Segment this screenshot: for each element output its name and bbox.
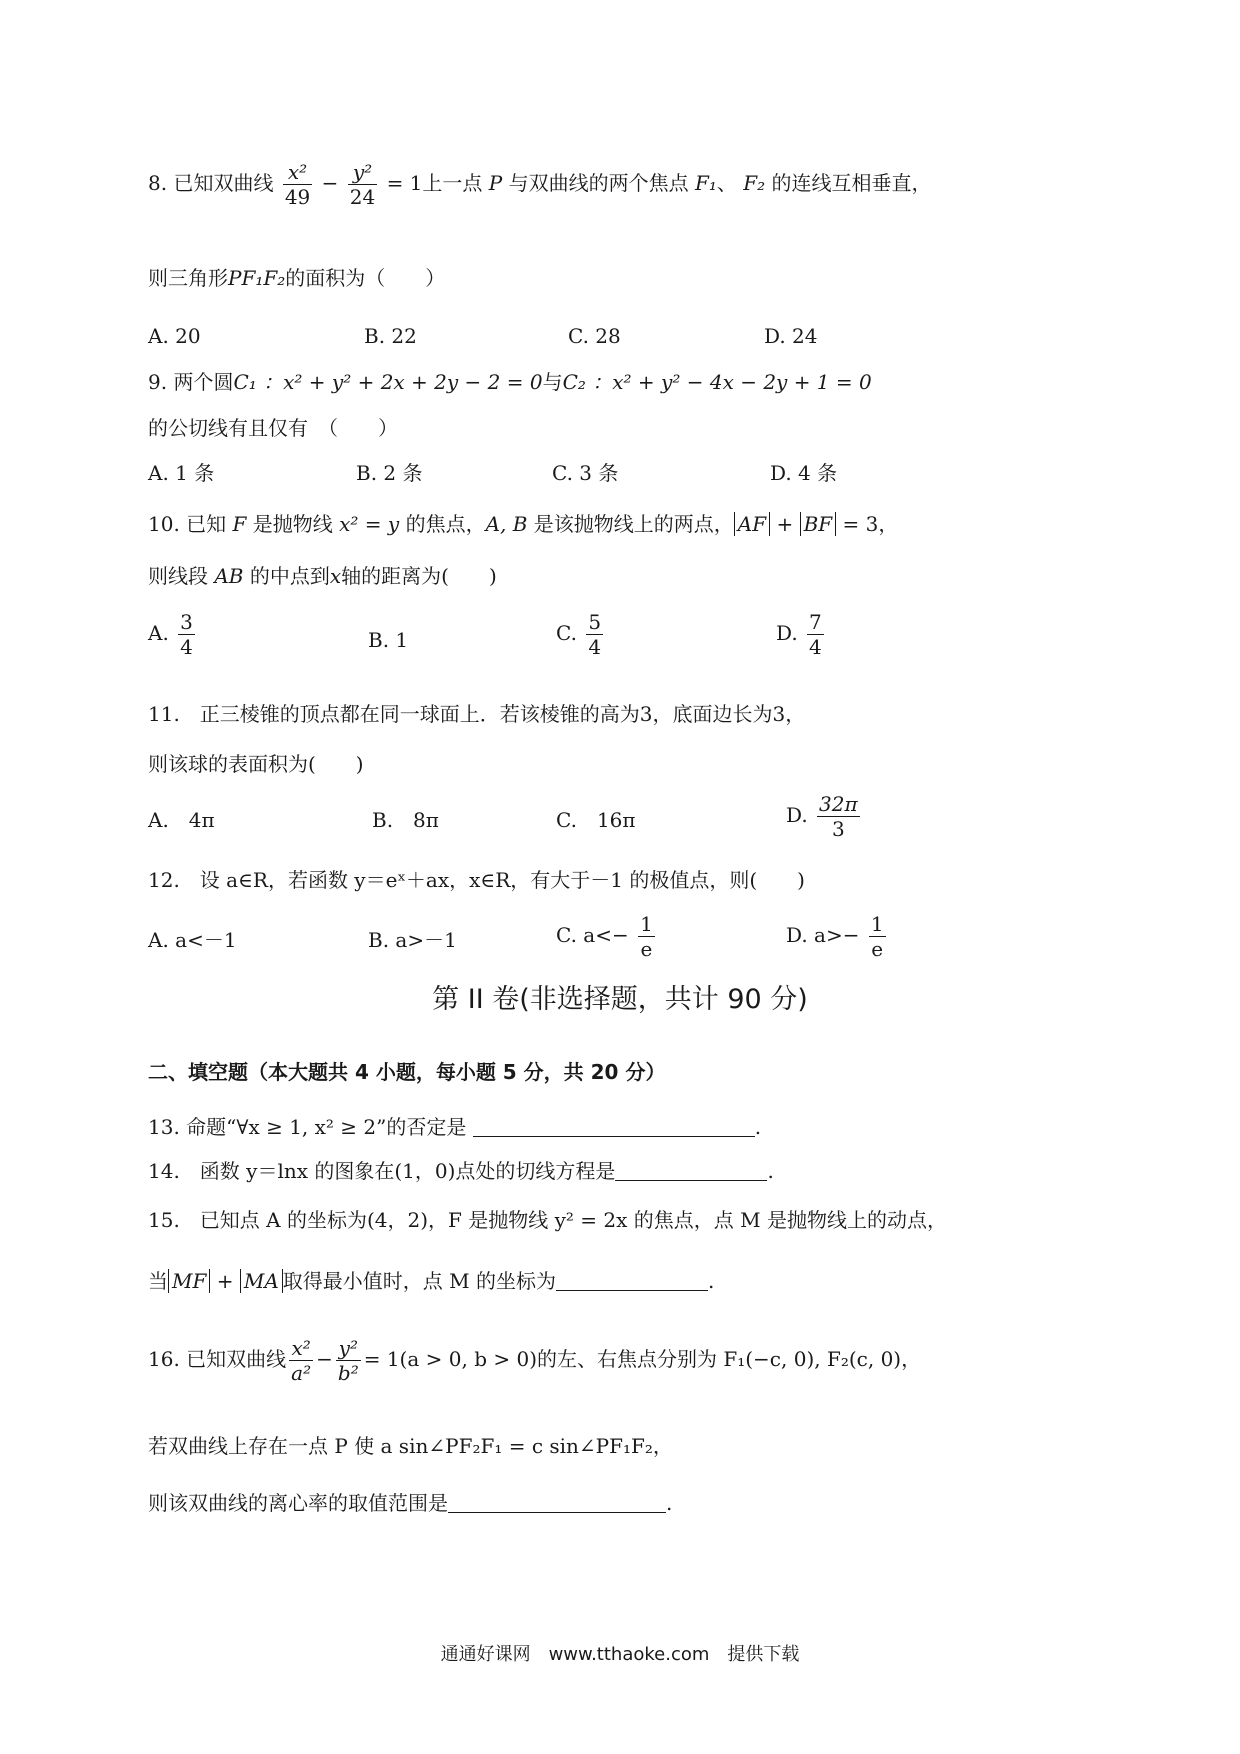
q8-option-d: D. 24 bbox=[764, 324, 818, 348]
q8-f2: F₂ bbox=[743, 171, 766, 195]
q10-option-c-frac bbox=[586, 610, 603, 659]
q12-option-d-frac bbox=[869, 912, 886, 961]
q8-text-4: 的连线互相垂直， bbox=[771, 171, 932, 195]
q8-eq: = 1 bbox=[386, 171, 423, 195]
q9-eq1: ：x² + y² + 2x + 2y − 2 = 0 bbox=[263, 370, 543, 394]
q8-frac-y-num: y² bbox=[348, 160, 377, 185]
q11-option-d-frac bbox=[817, 792, 860, 841]
q15-abs-ma: MA bbox=[240, 1269, 283, 1293]
q11-option-c: C. 16π bbox=[556, 808, 636, 832]
q11-option-d-label: D. bbox=[786, 803, 808, 827]
q13-text: 13. 命题“∀x ≥ 1, x² ≥ 2”的否定是 bbox=[148, 1115, 467, 1139]
q16-frac-x-den: a² bbox=[291, 1361, 312, 1385]
q16-frac-x-num: x² bbox=[289, 1336, 313, 1361]
q16-frac-y bbox=[336, 1336, 361, 1385]
q11-option-d-den: 3 bbox=[831, 817, 845, 841]
q8-text-1: 已知双曲线 bbox=[173, 171, 274, 195]
q14-answer-blank[interactable] bbox=[615, 1160, 767, 1181]
q13-line bbox=[148, 1116, 761, 1137]
q9-c2: C₂ bbox=[562, 370, 586, 394]
q10-x: x bbox=[329, 564, 342, 588]
q12-option-b: B. a>－1 bbox=[368, 928, 457, 952]
q8-sep: 、 bbox=[716, 171, 737, 195]
q8-line1 bbox=[148, 160, 931, 209]
q8-option-a: A. 20 bbox=[148, 324, 201, 348]
q10-option-d-label: D. bbox=[776, 621, 798, 645]
q8-frac-x bbox=[283, 160, 312, 209]
q9-option-c: C. 3 条 bbox=[552, 461, 619, 485]
q10-option-a bbox=[148, 610, 198, 659]
q8-frac-y bbox=[348, 160, 377, 209]
q10-option-c-label: C. bbox=[556, 621, 577, 645]
q16-line3 bbox=[148, 1492, 672, 1513]
q14-text: 14. 函数 y＝lnx 的图象在(1，0)点处的切线方程是 bbox=[148, 1159, 616, 1183]
q9-text-1: 两个圆 bbox=[173, 370, 234, 394]
q16-answer-blank[interactable] bbox=[448, 1492, 666, 1513]
q15-line1: 15. 已知点 A 的坐标为(4，2)，F 是抛物线 y² = 2x 的焦点，点 M 是抛物线上的动点， bbox=[148, 1208, 947, 1232]
q10-line2 bbox=[148, 566, 497, 586]
section-heading: 二、填空题（本大题共 4 小题，每小题 5 分，共 20 分） bbox=[148, 1060, 666, 1084]
page-footer: 通通好课网 www.tthaoke.com 提供下载 bbox=[440, 1644, 800, 1665]
q16-line3-text: 则该双曲线的离心率的取值范围是 bbox=[148, 1491, 448, 1515]
q11-line1: 11. 正三棱锥的顶点都在同一球面上．若该棱锥的高为3，底面边长为3， bbox=[148, 702, 806, 726]
q10-f: F bbox=[232, 512, 247, 536]
q15-line2-a: 当 bbox=[148, 1269, 168, 1293]
q11-line2: 则该球的表面积为( ) bbox=[148, 752, 364, 776]
q16-frac-y-num: y² bbox=[336, 1336, 361, 1361]
q10-option-d bbox=[776, 610, 827, 659]
q11-option-b: B. 8π bbox=[372, 808, 439, 832]
q15-line2 bbox=[148, 1270, 714, 1291]
q9-number: 9. bbox=[148, 370, 168, 394]
q8-line2-a: 则三角形 bbox=[148, 266, 228, 290]
q14-line bbox=[148, 1160, 774, 1181]
q8-text-2: 上一点 bbox=[422, 171, 483, 195]
q10-option-d-num: 7 bbox=[809, 610, 822, 634]
q12-option-c-den: e bbox=[640, 937, 653, 961]
q10-option-c-den: 4 bbox=[588, 635, 602, 659]
q15-abs-mf: MF bbox=[168, 1269, 210, 1293]
q8-point-p: P bbox=[488, 171, 503, 195]
q11-option-d bbox=[786, 792, 863, 841]
q10-option-a-num: 3 bbox=[180, 610, 193, 634]
q10-text-3: 的焦点， bbox=[405, 512, 486, 536]
q9-line2: 的公切线有且仅有 （ ） bbox=[148, 416, 398, 440]
q12-option-d-den: e bbox=[871, 937, 884, 961]
q12-line1: 12. 设 a∈R，若函数 y＝eˣ＋ax，x∈R，有大于－1 的极值点，则( ) bbox=[148, 868, 805, 892]
q10-text-2: 是抛物线 bbox=[252, 512, 333, 536]
q10-option-c bbox=[556, 610, 606, 659]
q16-minus: − bbox=[316, 1347, 333, 1371]
q8-frac-x-num: x² bbox=[283, 160, 312, 185]
q12-option-c-frac bbox=[638, 912, 655, 961]
q10-line2-a: 则线段 bbox=[148, 564, 208, 588]
q10-line2-b: 的中点到 bbox=[249, 564, 330, 588]
q10-option-a-frac bbox=[178, 610, 195, 659]
q10-text-1: 已知 bbox=[186, 512, 227, 536]
q9-text-2: 与 bbox=[542, 370, 563, 394]
q11-option-d-num: 32π bbox=[819, 792, 858, 816]
section-title: 第 II 卷(非选择题，共计 90 分) bbox=[432, 984, 808, 1015]
q9-option-a: A. 1 条 bbox=[148, 461, 215, 485]
q10-text-4: 是该抛物线上的两点， bbox=[533, 512, 734, 536]
q12-option-d-num: 1 bbox=[870, 912, 884, 936]
q16-number: 16. bbox=[148, 1347, 180, 1371]
q8-line2 bbox=[148, 268, 445, 288]
q12-option-d-label: D. a>− bbox=[786, 923, 860, 947]
q10-ab: A, B bbox=[485, 512, 528, 536]
q8-line2-b: 的面积为（ ） bbox=[285, 266, 446, 290]
q8-f1: F₁ bbox=[694, 171, 717, 195]
q10-number: 10. bbox=[148, 512, 180, 536]
q10-abs-af: AF bbox=[734, 512, 770, 536]
q13-end: . bbox=[754, 1115, 762, 1139]
q16-line2: 若双曲线上存在一点 P 使 a sin∠PF₂F₁ = c sin∠PF₁F₂， bbox=[148, 1434, 673, 1458]
q9-eq2: ：x² + y² − 4x − 2y + 1 = 0 bbox=[592, 370, 872, 394]
q16-frac-y-den: b² bbox=[337, 1361, 359, 1385]
q12-option-a: A. a<－1 bbox=[148, 928, 237, 952]
q8-number: 8. bbox=[148, 171, 168, 195]
q16-end: . bbox=[666, 1491, 673, 1515]
q8-option-c: C. 28 bbox=[568, 324, 621, 348]
q15-answer-blank[interactable] bbox=[556, 1270, 708, 1291]
q9-option-b: B. 2 条 bbox=[356, 461, 423, 485]
q15-line2-b: 取得最小值时，点 M 的坐标为 bbox=[282, 1269, 556, 1293]
q10-option-d-den: 4 bbox=[809, 635, 822, 659]
q16-frac-x bbox=[289, 1336, 313, 1385]
q10-abs-bf: BF bbox=[800, 512, 837, 536]
q10-segment-ab: AB bbox=[214, 564, 244, 588]
q12-option-d bbox=[786, 912, 889, 961]
q9-line1 bbox=[148, 372, 872, 392]
q14-end: . bbox=[767, 1159, 774, 1183]
q10-option-d-frac bbox=[807, 610, 824, 659]
q8-text-3: 与双曲线的两个焦点 bbox=[508, 171, 689, 195]
q13-answer-blank[interactable] bbox=[473, 1116, 755, 1137]
q8-frac-y-den: 24 bbox=[349, 185, 376, 209]
q9-option-d: D. 4 条 bbox=[770, 461, 838, 485]
q15-plus: + bbox=[216, 1269, 234, 1293]
q9-c1: C₁ bbox=[233, 370, 257, 394]
q8-triangle: PF₁F₂ bbox=[228, 266, 286, 290]
q10-line1 bbox=[148, 514, 898, 534]
q15-end: . bbox=[707, 1269, 715, 1293]
q12-option-c-num: 1 bbox=[640, 912, 653, 936]
q12-option-c bbox=[556, 912, 658, 961]
q10-eq: x² = y bbox=[339, 512, 400, 536]
q10-option-a-label: A. bbox=[148, 621, 169, 645]
q10-option-a-den: 4 bbox=[180, 635, 193, 659]
q10-option-b: B. 1 bbox=[368, 628, 409, 652]
q16-text-2: = 1(a > 0, b > 0)的左、右焦点分别为 F₁(−c, 0), F₂(c, 0)， bbox=[363, 1347, 922, 1371]
q10-option-c-num: 5 bbox=[588, 610, 602, 634]
q8-frac-x-den: 49 bbox=[284, 185, 311, 209]
q16-text-1: 已知双曲线 bbox=[186, 1347, 287, 1371]
q8-option-b: B. 22 bbox=[364, 324, 417, 348]
q16-line1 bbox=[148, 1336, 921, 1385]
q8-minus: − bbox=[321, 171, 339, 195]
q12-option-c-label: C. a<− bbox=[556, 923, 629, 947]
q11-option-a: A. 4π bbox=[148, 808, 215, 832]
q10-eq3: = 3， bbox=[842, 512, 899, 536]
q10-plus: + bbox=[776, 512, 794, 536]
q10-line2-c: 轴的距离为( ) bbox=[341, 564, 497, 588]
